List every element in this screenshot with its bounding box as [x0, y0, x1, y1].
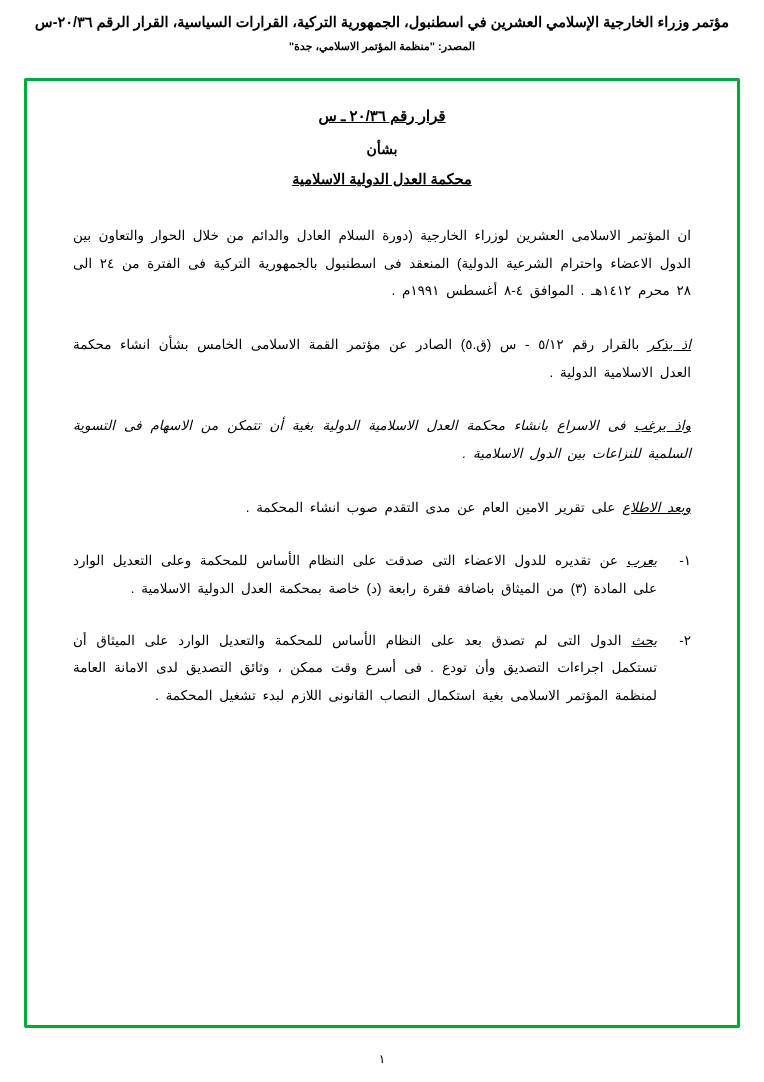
preamble-text: ان المؤتمر الاسلامى العشرين لوزراء الخارجية (دورة السلام العادل والدائم من خلال الحوار والتعاون بين الدول الاعضاء واحترام الشرعية الدولية) المنعقد فى اسطنبول بالجمهورية التركية فى الفترة من ٢٤ الى ٢٨ محرم ١٤١٢هـ . الموافق ٤-٨ أغسطس ١٩٩١م . — [73, 228, 691, 299]
after-lead: وبعد الاطلاع — [622, 499, 691, 515]
desire-text: فى الاسراع بانشاء محكمة العدل الاسلامية الدولية بغية أن تتمكن من الاسهام فى التسوية السلمية للنزاعات بين الدول الاسلامية . — [73, 418, 691, 462]
clause-lead: يعرب — [626, 553, 657, 569]
header-source: المصدر: "منظمة المؤتمر الاسلامي، جدة" — [288, 40, 476, 53]
clause-number: ٢- — [679, 632, 691, 648]
clause-text: عن تقديره للدول الاعضاء التى صدقت على النظام الأساس للمحكمة وعلى التعديل الوارد على المادة (٣) من الميثاق باضافة فقرة رابعة (د) خاصة بمحكمة العدل الدولية الاسلامية . — [73, 553, 657, 597]
clause-text: الدول التى لم تصدق بعد على النظام الأساس للمحكمة والتعديل الوارد على الميثاق أن تستكمل اجراءات التصديق وأن تودع . فى أسرع وقت ممكن ، وثائق التصديق لدى الامانة العامة لمنظمة المؤتمر الاسلامى بغية استكمال النصاب القانونى اللازم لبدء تشغيل المحكمة . — [73, 632, 657, 704]
clause-item — [73, 547, 691, 602]
resolution-subject: محكمة العدل الدولية الاسلامية — [292, 172, 472, 188]
clause-item — [73, 627, 691, 710]
paragraph-recalling — [73, 331, 691, 386]
after-text: على تقرير الامين العام عن مدى التقدم صوب انشاء المحكمة . — [245, 499, 623, 515]
page-number: ١ — [378, 1052, 386, 1066]
paragraph-having-considered — [73, 494, 691, 522]
recall-text: بالقرار رقم ٥/١٢ - س (ق.٥) الصادر عن مؤتمر القمة الاسلامى الخامس بشأن انشاء محكمة العدل الاسلامية الدولية . — [73, 337, 691, 380]
green-border-frame — [24, 78, 740, 1028]
clause-body — [73, 547, 657, 602]
desire-lead: واذ يرغب — [634, 418, 691, 434]
header-title: مؤتمر وزراء الخارجية الإسلامي العشرين في اسطنبول، الجمهورية التركية، القرارات السياسية، القرار الرقم ٢٠/٣٦-س — [34, 15, 730, 31]
document-header — [0, 0, 764, 57]
resolution-number: قرار رقم ٢٠/٣٦ ـ س — [318, 108, 446, 125]
document-content — [27, 81, 737, 1025]
clause-lead: يحث — [631, 632, 657, 648]
clause-body — [73, 627, 657, 710]
paragraph-desiring — [73, 412, 691, 467]
recall-lead: اذ يذكر — [647, 337, 692, 353]
clause-number: ١- — [679, 553, 691, 569]
paragraph-preamble — [73, 222, 691, 305]
resolution-regarding: بشأن — [366, 141, 398, 157]
